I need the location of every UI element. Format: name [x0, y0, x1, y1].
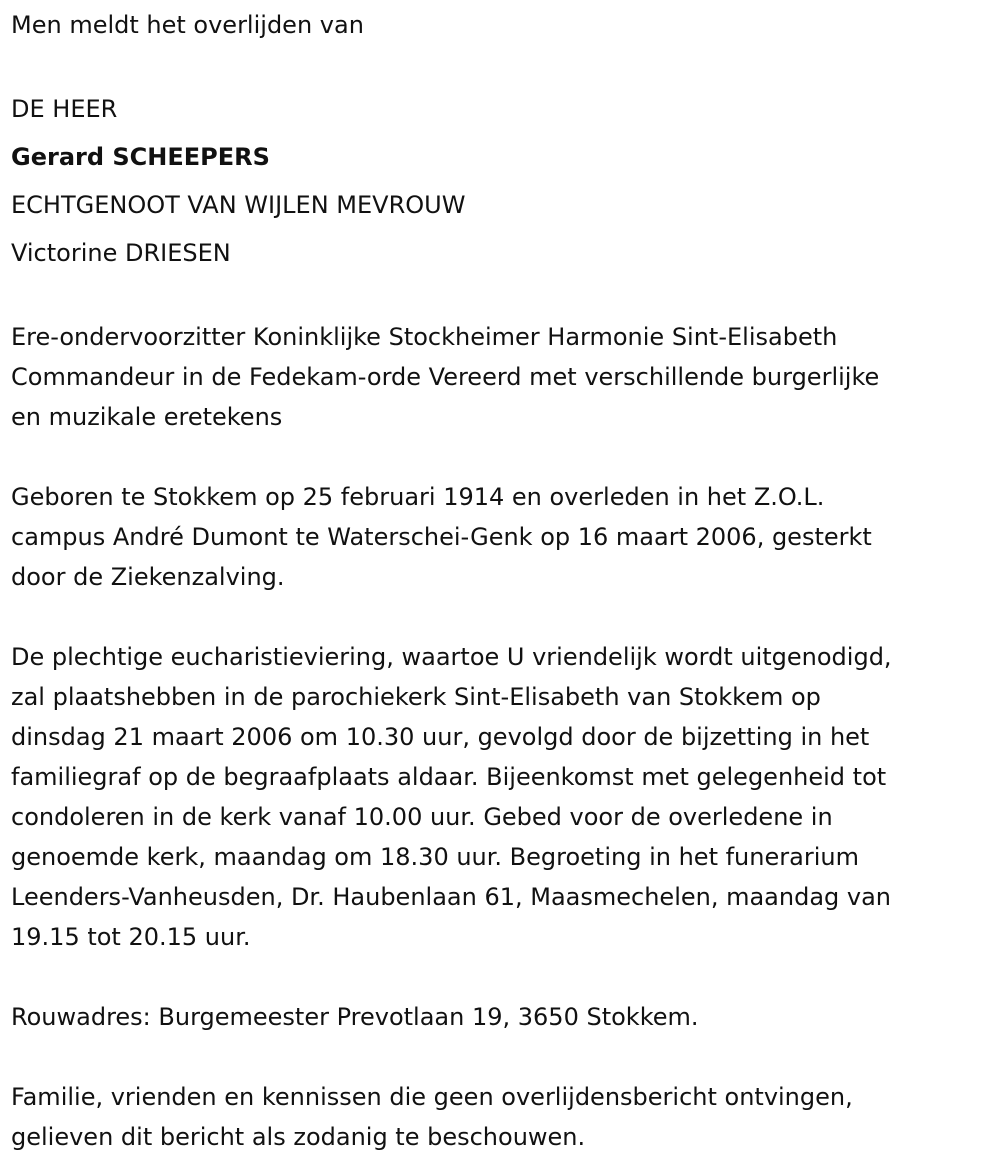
honors-line: Ere-ondervoorzitter Koninklijke Stockheimer Harmonie Sint-Elisabeth — [11, 323, 838, 351]
ceremony-line: dinsdag 21 maart 2006 om 10.30 uur, gevolgd door de bijzetting in het — [11, 723, 870, 751]
death-notice — [11, 5, 996, 1157]
ceremony-line: Leenders-Vanheusden, Dr. Haubenlaan 61, Maasmechelen, maandag van — [11, 883, 892, 911]
spacer — [11, 437, 996, 477]
intro-text: Men meldt het overlijden van — [11, 11, 364, 39]
honors-line: Commandeur in de Fedekam-orde Vereerd met verschillende burgerlijke — [11, 363, 880, 391]
spouse-name: Victorine DRIESEN — [11, 239, 231, 267]
spacer — [11, 597, 996, 637]
ceremony-line: condoleren in de kerk vanaf 10.00 uur. Gebed voor de overledene in — [11, 803, 833, 831]
spacer — [11, 1037, 996, 1077]
closing-line: Familie, vrienden en kennissen die geen overlijdensbericht ontvingen, — [11, 1083, 853, 1111]
honors-line: en muzikale eretekens — [11, 403, 283, 431]
ceremony-line: 19.15 tot 20.15 uur. — [11, 923, 251, 951]
spacer — [11, 45, 996, 85]
deceased-name-block — [11, 85, 996, 277]
birth-death-line: door de Ziekenzalving. — [11, 563, 285, 591]
closing-line: gelieven dit bericht als zodanig te beschouwen. — [11, 1123, 586, 1151]
closing-paragraph — [11, 1077, 996, 1157]
birth-death-line: Geboren te Stokkem op 25 februari 1914 en overleden in het Z.O.L. — [11, 483, 825, 511]
ceremony-line: familiegraf op de begraafplaats aldaar. Bijeenkomst met gelegenheid tot — [11, 763, 887, 791]
ceremony-paragraph — [11, 637, 996, 957]
spacer — [11, 277, 996, 317]
spacer — [11, 957, 996, 997]
honorific: DE HEER — [11, 95, 118, 123]
ceremony-line: De plechtige eucharistieviering, waartoe U vriendelijk wordt uitgenodigd, — [11, 643, 892, 671]
ceremony-line: genoemde kerk, maandag om 18.30 uur. Begroeting in het funerarium — [11, 843, 859, 871]
deceased-name: Gerard SCHEEPERS — [11, 143, 270, 171]
relation-text: ECHTGENOOT VAN WIJLEN MEVROUW — [11, 191, 466, 219]
ceremony-line: zal plaatshebben in de parochiekerk Sint-Elisabeth van Stokkem op — [11, 683, 821, 711]
birth-death-line: campus André Dumont te Waterschei-Genk op 16 maart 2006, gesterkt — [11, 523, 872, 551]
mourning-address: Rouwadres: Burgemeester Prevotlaan 19, 3650 Stokkem. — [11, 1003, 699, 1031]
honors-paragraph — [11, 317, 996, 437]
birth-death-paragraph — [11, 477, 996, 597]
